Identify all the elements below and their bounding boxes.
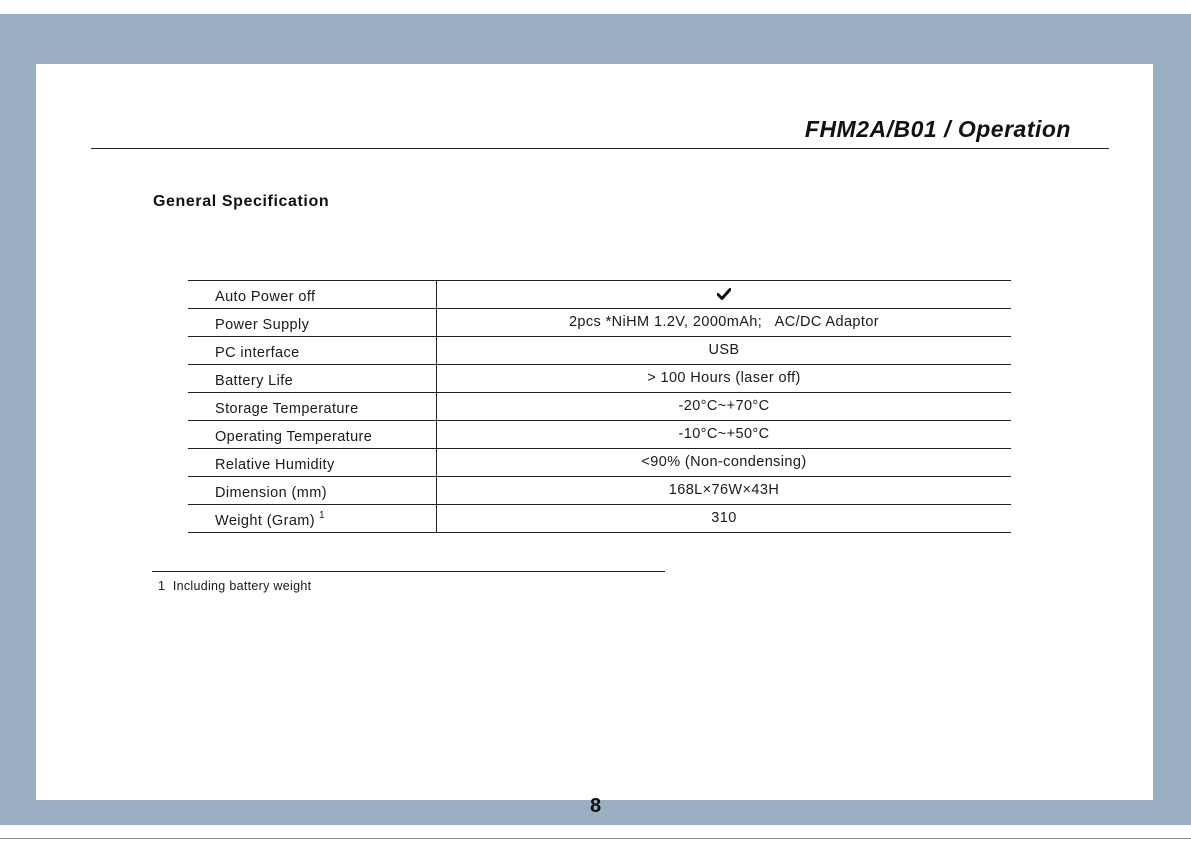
spec-value: 2pcs *NiHM 1.2V, 2000mAh; AC/DC Adaptor (437, 309, 1012, 337)
spec-value (437, 281, 1012, 309)
spec-label: Relative Humidity (188, 449, 437, 477)
spec-value: > 100 Hours (laser off) (437, 365, 1012, 393)
table-row (188, 449, 1011, 477)
header-divider (91, 148, 1109, 149)
spec-value: 310 (437, 505, 1012, 533)
spec-label: Storage Temperature (188, 393, 437, 421)
footnote-divider (152, 571, 665, 572)
footnote-marker: 1 (319, 510, 325, 521)
spec-label: Power Supply (188, 309, 437, 337)
spec-value: 168L×76W×43H (437, 477, 1012, 505)
footnote (158, 579, 311, 593)
spec-label: Dimension (mm) (188, 477, 437, 505)
table-row (188, 337, 1011, 365)
footnote-text: Including battery weight (172, 579, 312, 593)
spec-value: -10°C~+50°C (437, 421, 1012, 449)
document-page (36, 64, 1153, 800)
spec-label-text: Weight (Gram) (215, 513, 316, 529)
spec-label: Battery Life (188, 365, 437, 393)
bottom-divider (0, 838, 1191, 839)
footnote-number: 1 (158, 579, 166, 593)
spec-value: USB (437, 337, 1012, 365)
table-row (188, 393, 1011, 421)
header-title: FHM2A/B01 / Operation (804, 116, 1071, 142)
page-frame (0, 14, 1191, 825)
checkmark-icon (717, 286, 731, 302)
spec-value: -20°C~+70°C (437, 393, 1012, 421)
table-row (188, 477, 1011, 505)
table-row (188, 505, 1011, 533)
spec-value: <90% (Non-condensing) (437, 449, 1012, 477)
spec-label: Operating Temperature (188, 421, 437, 449)
table-row (188, 365, 1011, 393)
table-row (188, 421, 1011, 449)
section-title: General Specification (153, 193, 330, 210)
table-row (188, 281, 1011, 309)
page-number: 8 (589, 795, 602, 817)
spec-label: PC interface (188, 337, 437, 365)
spec-label: Auto Power off (188, 281, 437, 309)
spec-table (188, 280, 1011, 533)
table-row (188, 309, 1011, 337)
spec-label (188, 505, 437, 533)
